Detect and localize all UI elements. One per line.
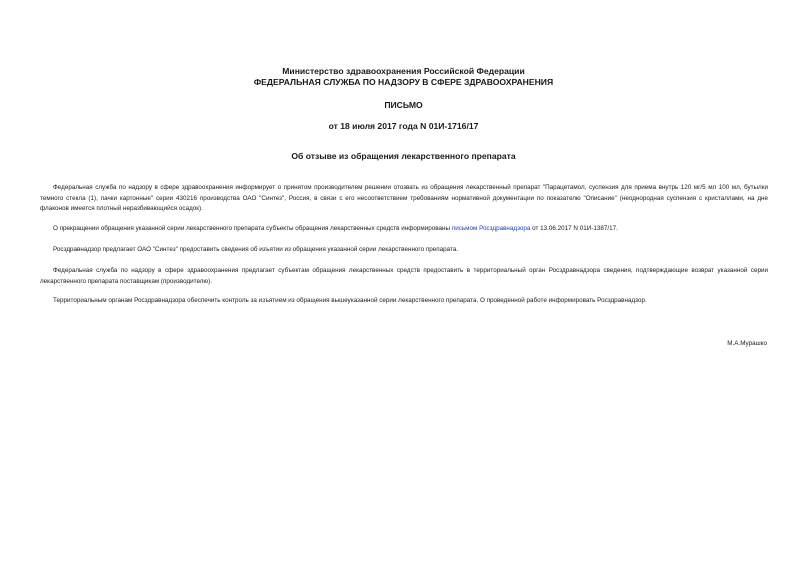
ministry-name: Министерство здравоохранения Российской Федерации [282,66,525,76]
paragraph-5 [40,296,768,307]
paragraph-4 [40,266,768,287]
paragraph-2-text-after: от 13.06.2017 N 01И-1387/17. [530,225,618,232]
paragraph-1-text: Федеральная служба по надзору в сфере здравоохранения информирует о принятом производителем решении отозвать из обращения лекарственный препарат "Парацетамол, суспензия для приема внутрь 120 мг/5 мл 100 мл, бутылки темного стекла (1), пачки картонные" серии 430216 производства ОАО "Синтез", Россия, в связи с его несоответствием требованиям нормативной документации по показателю "Описание" (неоднородная суспензия с кристаллами, на дне флаконов имеется плотный неразбивающийся осадок). [40,184,768,212]
roszdravnadzor-letter-link[interactable]: письмом Росздравнадзора [451,225,531,232]
paragraph-3 [40,245,768,256]
paragraph-2-text-before: О прекращении обращения указанной серии лекарственного препарата субъекты обращения лекарственных средств информированы [53,225,452,232]
service-name: ФЕДЕРАЛЬНАЯ СЛУЖБА ПО НАДЗОРУ В СФЕРЕ ЗДРАВООХРАНЕНИЯ [253,77,554,87]
document-subject: Об отзыве из обращения лекарственного препарата [291,151,516,161]
paragraph-2 [40,224,768,235]
paragraph-3-text: Росздравнадзор предлагает ОАО "Синтез" предоставить сведения об изъятии из обращения указанной серии лекарственного препарата. [53,246,459,253]
signature: М.А.Мурашко [727,340,767,347]
document-date-number: от 18 июля 2017 года N 01И-1716/17 [328,121,479,131]
paragraph-4-text: Федеральная служба по надзору в сфере здравоохранения предлагает субъектам обращения лекарственных средств предоставить в территориальный орган Росздравнадзора сведения, подтверждающие возврат указанной серии лекарственного препарата поставщикам (производителю). [40,267,768,285]
paragraph-5-text: Территориальным органам Росздравнадзора обеспечить контроль за изъятием из обращения вышеуказанной серии лекарственного препарата. О проведенной работе информировать Росздравнадзор. [53,297,647,304]
document-type: ПИСЬМО [384,100,423,110]
paragraph-1 [40,183,768,215]
